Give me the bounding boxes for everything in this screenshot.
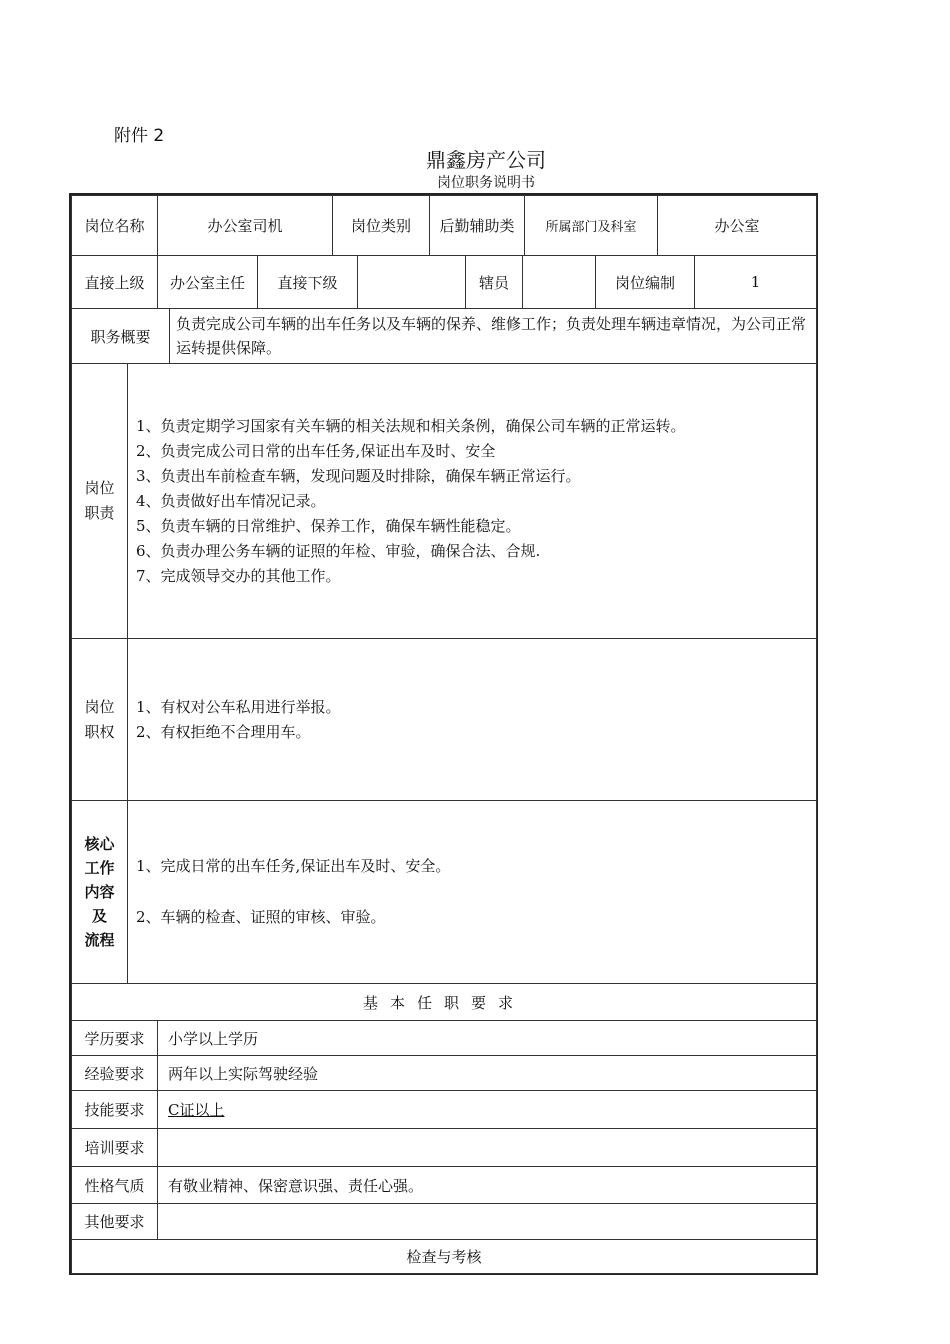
requirement-value: 小学以上学历: [158, 1021, 817, 1056]
list-item: 6、负责办理公务车辆的证照的年检、审验，确保合法、合规.: [136, 541, 541, 560]
staff-label: 辖员: [466, 256, 523, 309]
requirement-value: [158, 1204, 817, 1240]
requirements-header: 基本任职要求: [72, 984, 817, 1021]
list-item: 1、完成日常的出车任务,保证出车及时、安全。: [136, 857, 451, 875]
reporting-row: [71, 255, 817, 309]
requirement-label: 学历要求: [72, 1021, 158, 1056]
duties-list: [128, 364, 817, 639]
list-item: 2、车辆的检查、证照的审核、审验。: [136, 908, 386, 926]
summary-text: 负责完成公司车辆的出车任务以及车辆的保养、维修工作；负责处理车辆违章情况，为公司正常运转提供保障。: [170, 309, 817, 364]
position-name-value: 办公室司机: [158, 196, 333, 256]
requirement-label: 其他要求: [72, 1204, 158, 1240]
quota-label: 岗位编制: [596, 256, 695, 309]
list-item: 1、有权对公车私用进行举报。: [136, 697, 341, 716]
attachment-label: 附件 2: [114, 126, 165, 146]
company-title: 鼎鑫房产公司: [426, 148, 546, 172]
core-list: [128, 801, 817, 984]
position-type-value: 后勤辅助类: [430, 196, 525, 256]
list-item: 2、有权拒绝不合理用车。: [136, 722, 311, 741]
superior-label: 直接上级: [72, 256, 158, 309]
document-subtitle: 岗位职务说明书: [437, 175, 535, 191]
requirement-value: 两年以上实际驾驶经验: [158, 1056, 817, 1091]
requirement-label: 培训要求: [72, 1129, 158, 1167]
core-label: 核心 工作 内容 及 流程: [72, 801, 128, 984]
list-item: 1、负责定期学习国家有关车辆的相关法规和相关条例，确保公司车辆的正常运转。: [136, 416, 686, 435]
requirement-value: C证以上: [158, 1091, 817, 1129]
main-table: [71, 363, 817, 1274]
list-item: 3、负责出车前检查车辆，发现问题及时排除，确保车辆正常运行。: [136, 466, 581, 485]
summary-row: [71, 308, 817, 364]
authority-list: [128, 639, 817, 801]
list-item: 4、负责做好出车情况记录。: [136, 491, 326, 510]
superior-value: 办公室主任: [158, 256, 258, 309]
requirement-value: 有敬业精神、保密意识强、责任心强。: [158, 1167, 817, 1204]
position-type-label: 岗位类别: [333, 196, 430, 256]
requirement-value: [158, 1129, 817, 1167]
requirement-label: 技能要求: [72, 1091, 158, 1129]
inspection-header: 检查与考核: [72, 1240, 817, 1274]
list-item: 5、负责车辆的日常维护、保养工作，确保车辆性能稳定。: [136, 516, 521, 535]
summary-label: 职务概要: [72, 309, 170, 364]
quota-value: 1: [695, 256, 817, 309]
subordinate-value: [358, 256, 466, 309]
requirement-label: 性格气质: [72, 1167, 158, 1204]
position-name-label: 岗位名称: [72, 196, 158, 256]
list-item: 2、负责完成公司日常的出车任务,保证出车及时、安全: [136, 441, 496, 460]
subordinate-label: 直接下级: [258, 256, 358, 309]
duties-label: 岗位 职责: [72, 364, 128, 639]
staff-value: [523, 256, 596, 309]
department-label: 所属部门及科室: [525, 196, 658, 256]
list-item: 7、完成领导交办的其他工作。: [136, 566, 341, 585]
position-info-row: [71, 195, 817, 256]
requirement-label: 经验要求: [72, 1056, 158, 1091]
department-value: 办公室: [658, 196, 817, 256]
authority-label: 岗位 职权: [72, 639, 128, 801]
